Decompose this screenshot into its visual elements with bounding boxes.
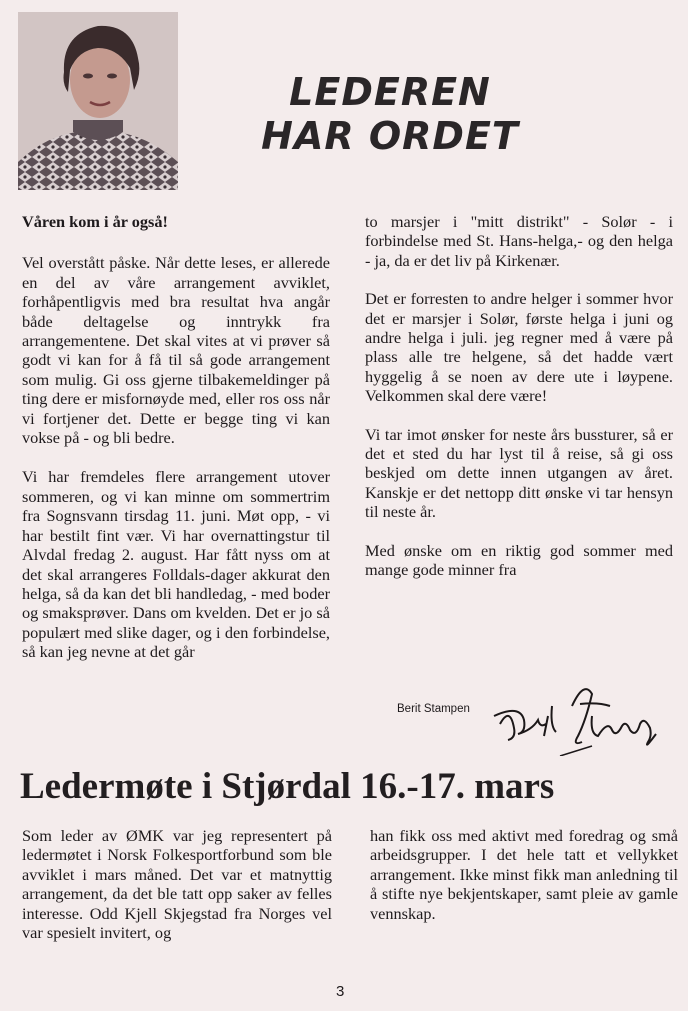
bleed-through-title bbox=[290, 0, 301, 45]
article-paragraph: Det er forresten to andre helger i sommer hvor det er marsjer i Solør, første helga i juni og andre helga i juli. jeg regner med å være på plass alle tre helgene, så det hadde vært hyggelig å se noen av dere ute i løypene. Velkommen skal dere være! bbox=[365, 289, 673, 406]
article-paragraph: Vi tar imot ønsker for neste års bussturer, så er det et sted du har lyst til å reise, så gi oss beskjed om dette innen utgangen av året. Kanskje er det nettopp ditt ønske vi tar hensyn til neste år. bbox=[365, 424, 673, 522]
handwritten-signature bbox=[480, 676, 680, 756]
article-intro: Våren kom i år også! bbox=[22, 212, 168, 231]
section2-paragraph: Som leder av ØMK var jeg representert på ledermøtet i Norsk Folkesportforbund som ble avviklet i mars måned. Det var et matnyttig arrangement, da det ble tatt opp saker av felles interesse. Odd Kjell Skjegstad fra Norges vel var spesielt invitert, og bbox=[22, 826, 332, 943]
article-column-left bbox=[22, 212, 330, 681]
article-paragraph: Vi har fremdeles flere arrangement utover sommeren, og vi kan minne om sommertrim fra Sognsvann tirsdag 11. juni. Møt opp, - vi har bestilt fint vær. Vi har overnattingstur til Alvdal fredag 2. august. Har fått nyss om at det skal arrangeres Folldals-dager akkurat den helga, så da kan det bli handledag, - med boder og smaksprøver. Dans om kvelden. Det er jo så populært med slike dager, og i den forbindelse, så kan jeg nevne at det går bbox=[22, 467, 330, 662]
section2-column-right bbox=[370, 826, 678, 942]
section2-paragraph: han fikk oss med aktivt med foredrag og små arbeidsgrupper. I det hele tatt et vellykket arrangement. Ikke minst fikk man anledning til å stifte nye bekjentskaper, samt pleie av gamle vennskap. bbox=[370, 826, 678, 923]
page-title bbox=[215, 70, 565, 158]
page-number: 3 bbox=[336, 983, 345, 1000]
article-paragraph: Vel overstått påske. Når dette leses, er allerede en del av våre arrangement avviklet, forhåpentligvis med bra resultat hva angår både deltagelse og inntrykk fra arrangementene. Det skal vites at vi prøver så godt vi kan for å få til så gode arrangement som mulig. Gi oss gjerne tilbakemeldinger på ting dere er misfornøyde med, eller ros oss når vi fortjener det. Dette er begge ting vi kan vokse på - og bli bedre. bbox=[22, 253, 330, 448]
article-column-right bbox=[365, 212, 673, 599]
article-paragraph: to marsjer i "mitt distrikt" - Solør - i forbindelse med St. Hans-helga,- og den helga - ja, da er det liv på Kirkenær. bbox=[365, 212, 673, 270]
title-line-2: HAR ORDET bbox=[261, 114, 519, 158]
signature-name: Berit Stampen bbox=[397, 703, 470, 715]
section2-column-left bbox=[22, 826, 332, 961]
section-heading: Ledermøte i Stjørdal 16.-17. mars bbox=[20, 766, 555, 807]
article-closing: Med ønske om en riktig god sommer med mange gode minner fra bbox=[365, 540, 673, 580]
title-line-1: LEDEREN bbox=[289, 70, 491, 114]
author-portrait-photo bbox=[18, 12, 178, 190]
